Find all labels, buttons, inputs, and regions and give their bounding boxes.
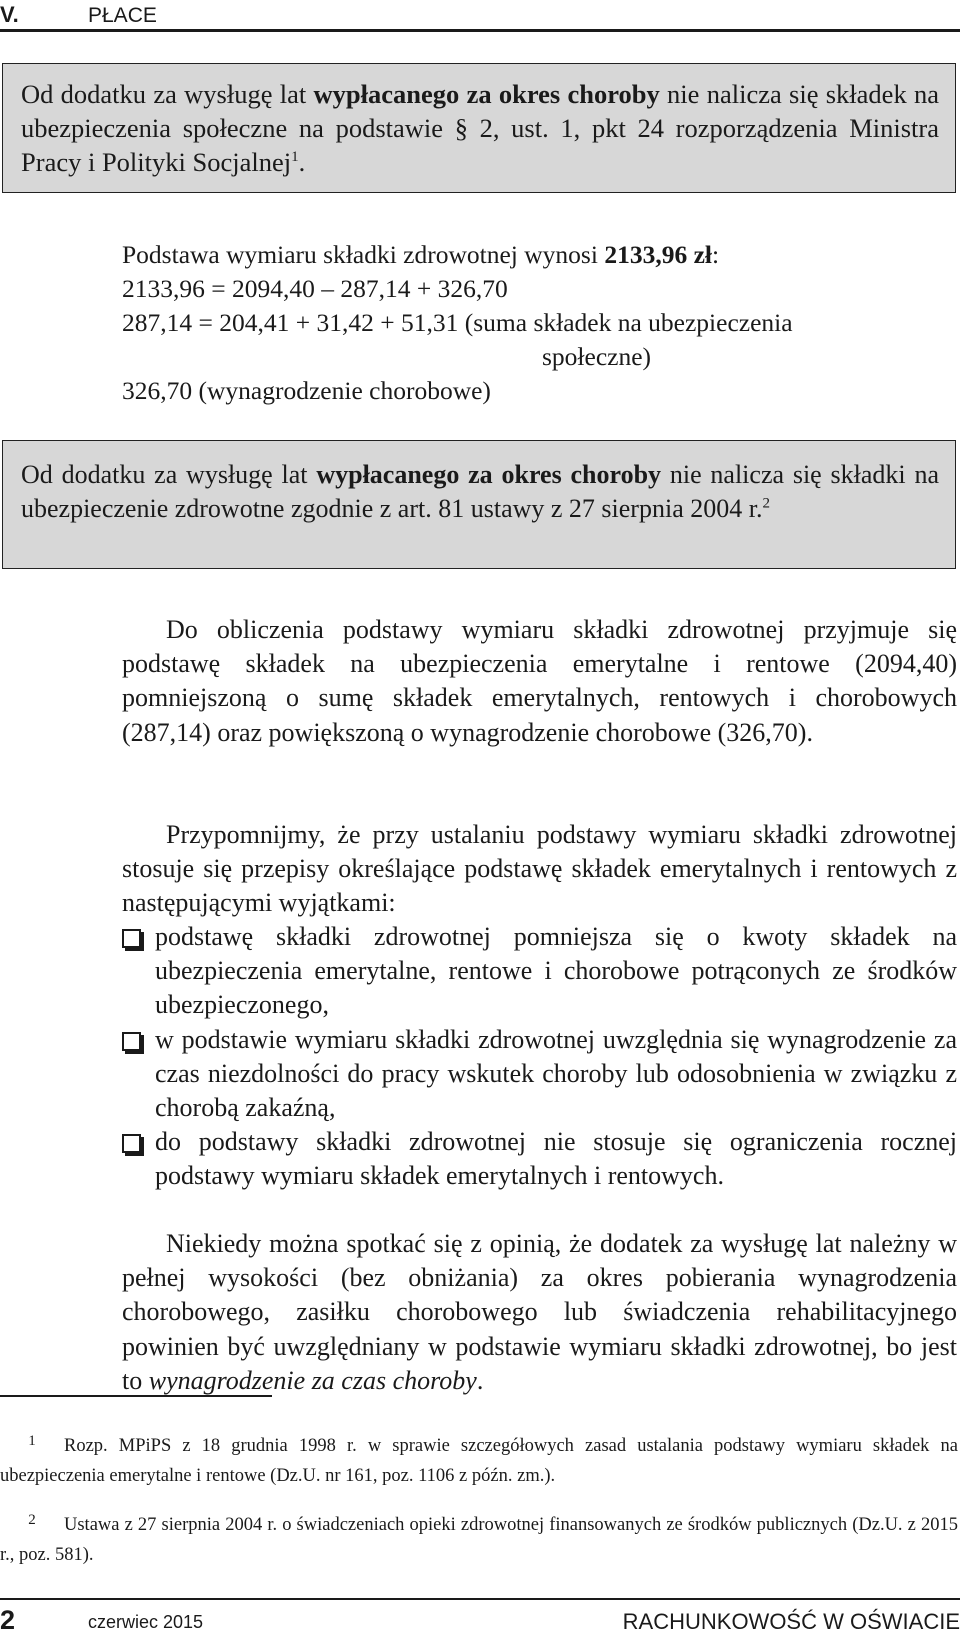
- calculation-block: [122, 238, 960, 408]
- header-rule: [0, 29, 960, 32]
- footnote-ref-2[interactable]: 2: [762, 495, 770, 512]
- list-item-text: do podstawy składki zdrowotnej nie stosuje się ograniczenia rocznej podstawy wymiaru składek emerytalnych i rentowych.: [155, 1127, 957, 1191]
- paragraph-text: Do obliczenia podstawy wymiaru składki zdrowotnej przyjmuje się podstawę składek na ubezpieczenia emerytalne i rentowe (2094,40) pomniejszoną o sumę składek emerytalnych, rentowych i chorobowych (287,14) oraz powiększoną o wynagrodzenie chorobowe (326,70).: [122, 615, 957, 747]
- paragraph-reminder: [122, 818, 957, 921]
- issue-date: czerwiec 2015: [88, 1612, 204, 1632]
- formula-line-2: 2133,96 = 2094,40 – 287,14 + 326,70: [122, 274, 508, 303]
- paragraph-period: .: [476, 1365, 484, 1395]
- checkbox-bullet-icon: [122, 929, 141, 948]
- box2-text: Od dodatku za wysługę lat: [21, 460, 317, 489]
- footnote-text: Rozp. MPiPS z 18 grudnia 1998 r. w sprawie szczegółowych zasad ustalania podstawy wymiaru składek na ubezpieczenia emerytalne i rentowe (Dz.U. nr 161, poz. 1106 z późn. zm.).: [0, 1436, 958, 1486]
- checkbox-bullet-icon: [122, 1032, 141, 1051]
- footnote-ref-1[interactable]: 1: [291, 149, 299, 166]
- paragraph-calculation-basis: [122, 613, 957, 750]
- publication-title: RACHUNKOWOŚĆ W OŚWIACIE: [622, 1609, 960, 1634]
- footnote-number: 1: [28, 1433, 36, 1449]
- section-number: V.: [0, 2, 19, 27]
- formula-colon: :: [711, 240, 720, 269]
- footnote-number: 2: [28, 1512, 36, 1528]
- box2-bold: wypłacanego za okres choroby: [316, 460, 662, 489]
- footer-rule: [0, 1598, 960, 1600]
- footnote-2: [0, 1505, 958, 1570]
- formula-line-1: [122, 238, 960, 272]
- highlight-box-social-insurance: [2, 63, 956, 193]
- paragraph-italic: wynagrodzenie za czas choroby: [148, 1365, 477, 1395]
- box1-period: .: [298, 147, 306, 177]
- footnote-1: [0, 1426, 958, 1491]
- paragraph-text: Przypomnijmy, że przy ustalaniu podstawy wymiaru składki zdrowotnej stosuje się przepisy określające podstawę składek emerytalnych i rentowych z następującymi wyjątkami:: [122, 820, 957, 918]
- footnote-text: Ustawa z 27 sierpnia 2004 r. o świadczeniach opieki zdrowotnej finansowanych ze środków publicznych (Dz.U. z 2015 r., poz. 581).: [0, 1515, 958, 1565]
- formula-text: Podstawa wymiaru składki zdrowotnej wynosi: [122, 240, 605, 269]
- list-item: [122, 920, 957, 1023]
- highlight-box-health-insurance: [2, 440, 956, 569]
- formula-amount: 2133,96 zł: [604, 240, 712, 269]
- section-title: PŁACE: [88, 4, 157, 27]
- page-footer: [0, 1598, 960, 1637]
- exceptions-list: [122, 920, 957, 1194]
- list-item: [122, 1023, 957, 1126]
- list-item-text: podstawę składki zdrowotnej pomniejsza się o kwoty składek na ubezpieczenia emerytalne, rentowe i chorobowe potrąconych ze środków ubezpieczonego,: [155, 922, 957, 1020]
- formula-line-3-cont: społeczne): [542, 342, 652, 371]
- list-item: [122, 1125, 957, 1193]
- paragraph-text: Niekiedy można spotkać się z opinią, że dodatek za wysługę lat należny w pełnej wysokości (bez obniżania) za okres pobierania wynagrodzenia chorobowego, zasiłku chorobowego lub świadczenia rehabilitacyjnego powinien być uwzględniany w podstawie wymiaru składki zdrowotnej, bo jest to: [122, 1229, 957, 1395]
- formula-line-4: 326,70 (wynagrodzenie chorobowe): [122, 376, 491, 405]
- footnote-separator: [0, 1395, 272, 1397]
- paragraph-opinion: [122, 1227, 957, 1398]
- box1-text-cont: nie nalicza się składek na ubezpieczenia społeczne na podstawie § 2, ust. 1, pkt 24 rozporządzenia Ministra Pracy i Polityki Socjalnej: [21, 79, 939, 177]
- page-header: [0, 0, 960, 34]
- box2-text-cont: nie nalicza się składki na ubezpieczenie zdrowotne zgodnie z art. 81 ustawy z 27 sierpnia 2004 r.: [21, 460, 939, 523]
- list-item-text: w podstawie wymiaru składki zdrowotnej uwzględnia się wynagrodzenie za czas niezdolności do pracy wskutek choroby lub odosobnienia w związku z chorobą zakaźną,: [155, 1024, 957, 1123]
- page-number: 2: [0, 1605, 16, 1635]
- formula-line-3: 287,14 = 204,41 + 31,42 + 51,31 (suma składek na ubezpieczenia: [122, 308, 793, 337]
- box1-text: Od dodatku za wysługę lat: [21, 79, 314, 109]
- checkbox-bullet-icon: [122, 1134, 141, 1153]
- box1-bold: wypłacanego za okres choroby: [313, 79, 660, 109]
